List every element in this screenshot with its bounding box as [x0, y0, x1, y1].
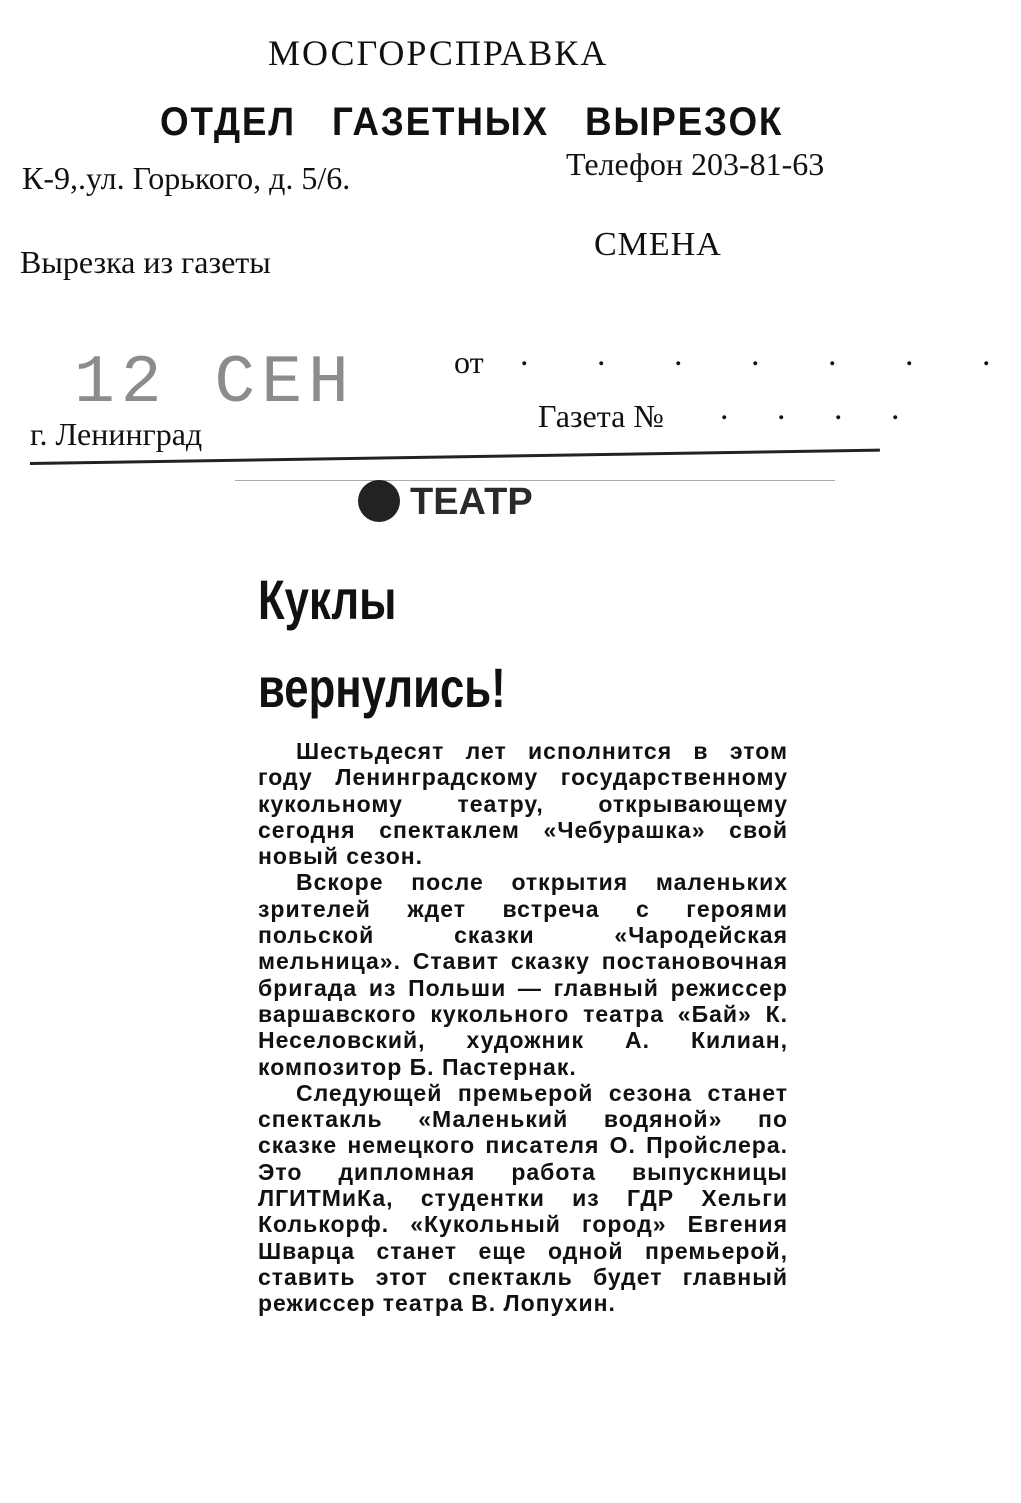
org-name: МОСГОРСПРАВКА [268, 33, 609, 73]
address: К-9,.ул. Горького, д. 5/6. [22, 160, 351, 196]
issue-label: Газета № [538, 398, 664, 434]
department-name: ОТДЕЛ ГАЗЕТНЫХ ВЫРЕЗОК [160, 100, 784, 144]
rubric-bullet-icon [358, 480, 400, 522]
rubric-label: ТЕАТР [410, 481, 533, 523]
from-label: от [454, 344, 484, 380]
paragraph: Шестьдесят лет исполнится в этом году Ленинградскому государственному кукольному театру, открывающему сегодня спектаклем «Чебурашка» свой новый сезон. [258, 738, 788, 870]
issue-dots: . . . . [720, 390, 920, 427]
newspaper-name: СМЕНА [594, 226, 722, 263]
clipping-from-label: Вырезка из газеты [20, 244, 271, 280]
article-body [258, 738, 788, 1317]
paragraph: Следующей премьерой сезона станет спектакль «Маленький водяной» по сказке немецкого писателя О. Пройслера. Это дипломная работа выпускницы ЛГИТМиКа, студентки из ГДР Хельги Колькорф. «Кукольный город» Евгения Шварца станет еще одной премьерой, ставить этот спектакль будет главный режиссер театра В. Лопухин. [258, 1079, 788, 1317]
clip-edge [235, 480, 835, 481]
city: г. Ленинград [30, 416, 203, 452]
phone: Телефон 203-81-63 [566, 146, 825, 182]
headline-line-2: вернулись! [258, 656, 506, 719]
headline-line-1: Куклы [258, 568, 397, 631]
date-dots: . . . . . . . [520, 336, 1021, 373]
rubric [358, 481, 533, 524]
paragraph: Вскоре после открытия маленьких зрителей ждет встреча с героями польской сказки «Чародейская мельница». Ставит сказку постановочная бригада из Польши — главный режиссер варшавского кукольного театра «Бай» К. Неселовский, художник А. Килиан, композитор Б. Пастернак. [258, 869, 788, 1080]
date-stamp: 12 СЕН [74, 345, 355, 422]
